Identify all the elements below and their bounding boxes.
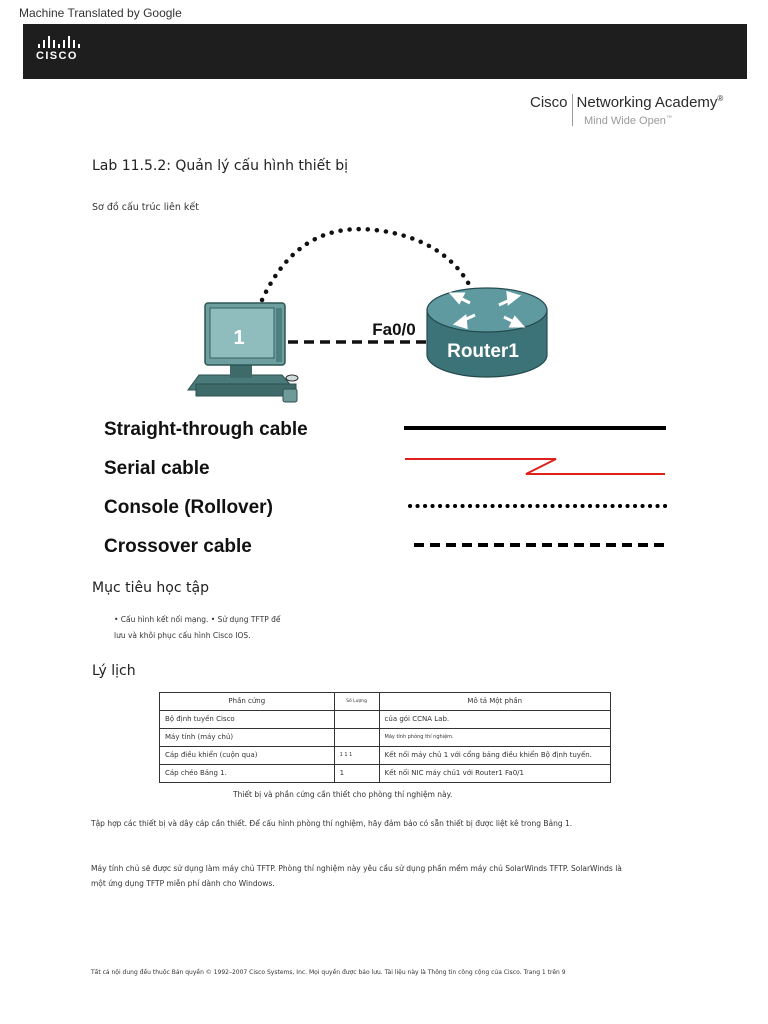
table-cell: 1 xyxy=(334,765,379,783)
legend-label-crossover: Crossover cable xyxy=(104,536,252,557)
router-icon xyxy=(427,288,547,377)
table-cell: Bộ định tuyến Cisco xyxy=(160,711,335,729)
table-row xyxy=(160,711,611,729)
table-cell: 1 1 1 xyxy=(334,747,379,765)
legend-label-straight: Straight-through cable xyxy=(104,419,308,440)
page-footer: Tất cả nội dung đều thuộc Bản quyền © 1992–2007 Cisco Systems, Inc. Mọi quyền được bảo lưu. Tài liệu này là Thông tin công cộng của Cisco. Trang 1 trên 9 xyxy=(91,969,566,976)
paragraph-1: Tập hợp các thiết bị và dây cáp cần thiết. Để cấu hình phòng thí nghiệm, hãy đảm bảo có sẵn thiết bị được liệt kê trong Bảng 1. xyxy=(91,819,573,828)
academy-name: Networking Academy xyxy=(576,94,718,111)
table-cell: Cáp điều khiển (cuộn qua) xyxy=(160,747,335,765)
table-row xyxy=(160,729,611,747)
machine-translated-banner: Machine Translated by Google xyxy=(19,6,182,20)
equipment-table xyxy=(159,692,611,783)
table-cell: Kết nối NIC máy chủ1 với Router1 Fa0/1 xyxy=(379,765,610,783)
academy-tagline: Mind Wide Open xyxy=(584,115,666,127)
interface-label: Fa0/0 xyxy=(372,320,416,339)
table-cell: Máy tính phòng thí nghiệm. xyxy=(379,729,610,747)
objectives-heading: Mục tiêu học tập xyxy=(92,580,209,596)
table-caption: Thiết bị và phần cứng cần thiết cho phòng thí nghiệm này. xyxy=(233,790,453,799)
academy-brand: Cisco xyxy=(530,94,568,111)
cisco-logo-text: CISCO xyxy=(36,50,78,62)
table-row xyxy=(160,747,611,765)
pc-label: 1 xyxy=(233,327,245,349)
table-cell xyxy=(334,729,379,747)
page-title: Lab 11.5.2: Quản lý cấu hình thiết bị xyxy=(92,158,348,174)
paragraph-2-line-1: Máy tính chủ sẽ được sử dụng làm máy chủ TFTP. Phòng thí nghiệm này yêu cầu sử dụng phần mềm máy chủ SolarWinds TFTP. SolarWinds là xyxy=(91,864,622,873)
table-row xyxy=(160,765,611,783)
table-header-quantity: Số Lượng xyxy=(334,693,379,711)
legend-label-console: Console (Rollover) xyxy=(104,497,273,518)
router-label: Router1 xyxy=(447,341,519,362)
objectives-line-2: lưu và khôi phục cấu hình Cisco IOS. xyxy=(114,631,251,640)
topology-heading: Sơ đồ cấu trúc liên kết xyxy=(92,202,199,213)
academy-trademark: ™ xyxy=(665,115,672,122)
legend-line-serial xyxy=(405,459,665,474)
legend-label-serial: Serial cable xyxy=(104,458,210,479)
table-cell: Máy tính (máy chủ) xyxy=(160,729,335,747)
table-cell: Cáp chéo Bảng 1. xyxy=(160,765,335,783)
table-header-row xyxy=(160,693,611,711)
academy-registered-mark: ® xyxy=(717,94,724,103)
paragraph-2-line-2: một ứng dụng TFTP miễn phí dành cho Windows. xyxy=(91,879,275,888)
objectives-line-1: • Cấu hình kết nối mạng. • Sử dụng TFTP để xyxy=(114,615,281,624)
table-cell: của gói CCNA Lab. xyxy=(379,711,610,729)
table-cell: Kết nối máy chủ 1 với cổng bảng điều khiển Bộ định tuyến. xyxy=(379,747,610,765)
host-computer-icon xyxy=(188,303,298,402)
background-heading: Lý lịch xyxy=(92,663,136,679)
table-header-description: Mô tả Một phần xyxy=(379,693,610,711)
table-cell xyxy=(334,711,379,729)
table-header-hardware: Phần cứng xyxy=(160,693,335,711)
console-cable-link xyxy=(262,229,472,300)
